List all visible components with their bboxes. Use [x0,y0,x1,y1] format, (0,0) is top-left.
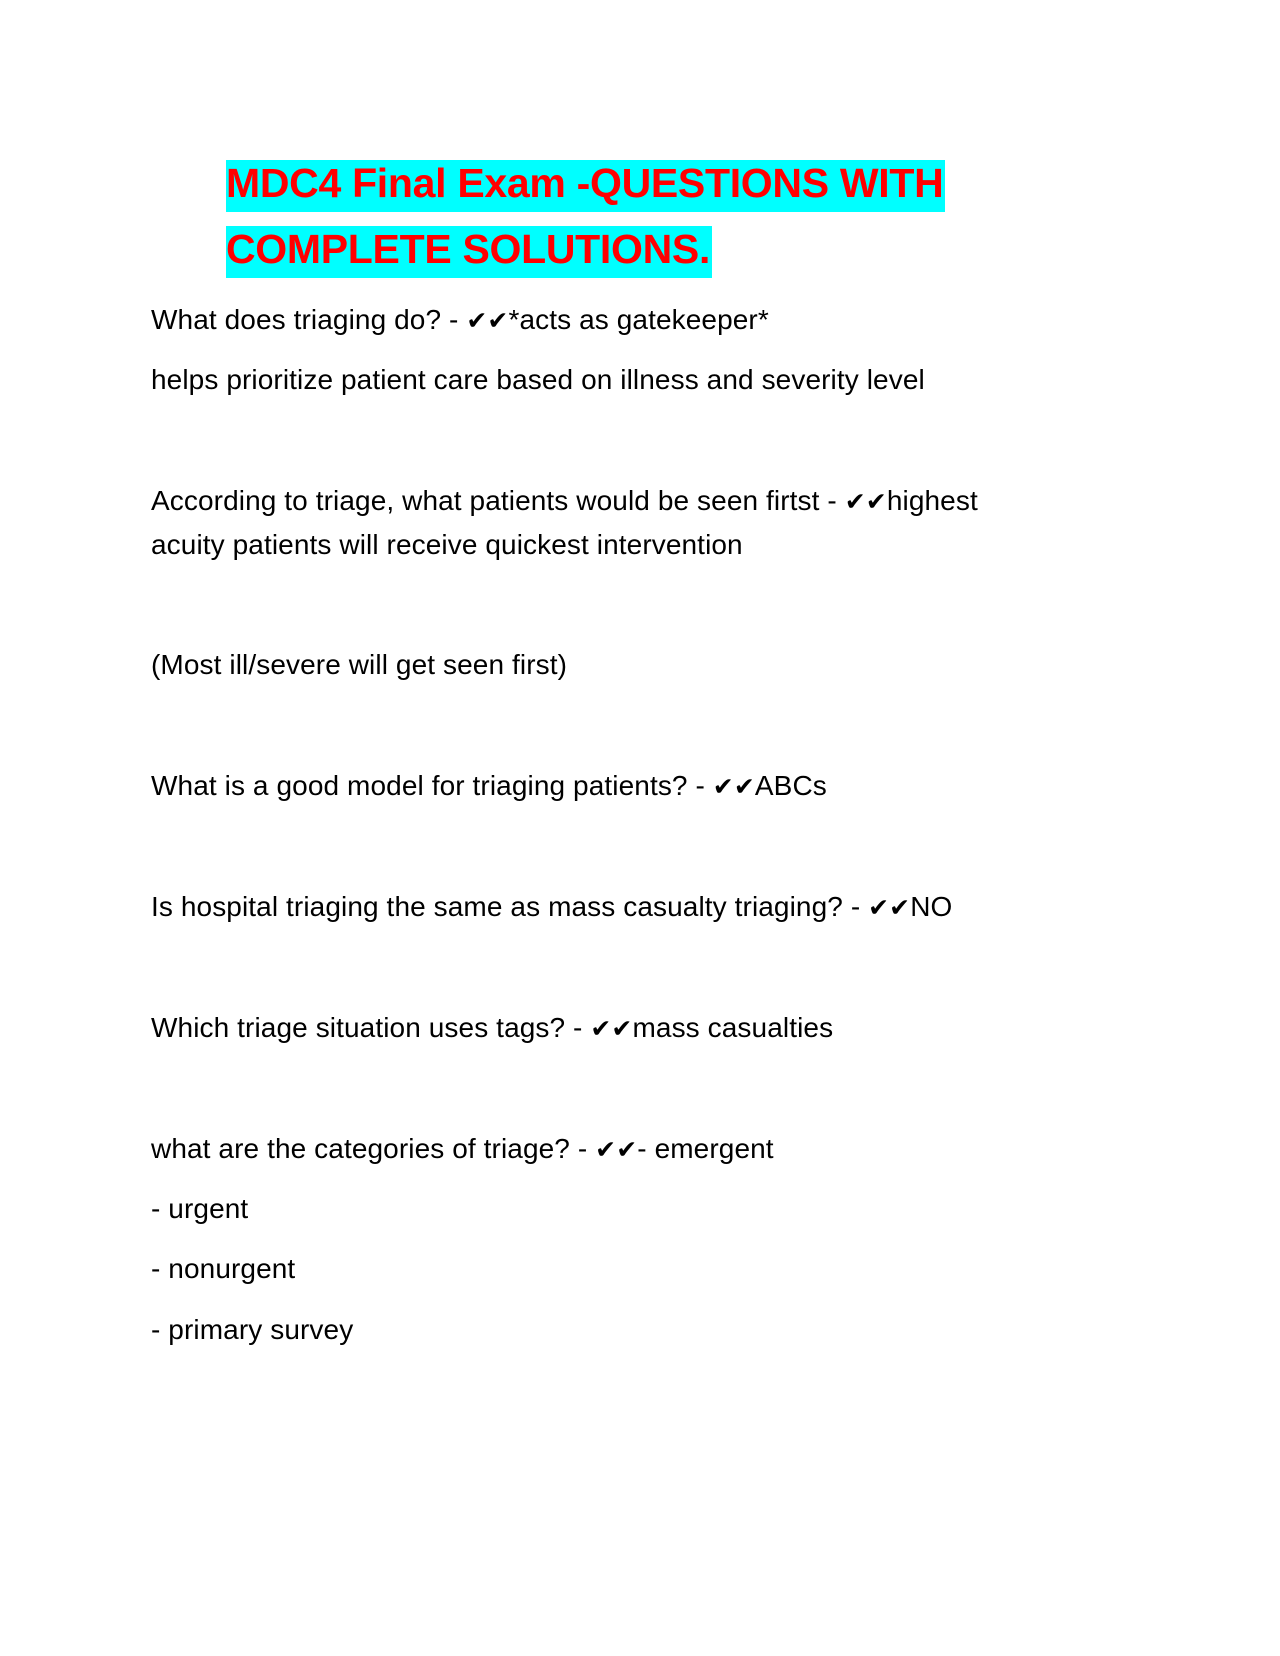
check-mark-icon: ✔✔ [712,772,755,801]
check-mark-icon: ✔✔ [466,306,509,335]
q4-answer: NO [910,891,953,922]
q6-list-item: - primary survey [151,1314,354,1345]
q6-line [151,1127,1091,1172]
q2-answer-line-2: acuity patients will receive quickest intervention [151,529,743,560]
q3-line [151,764,1091,809]
q1-answer: *acts as gatekeeper* [508,304,769,335]
q6-list-item: - urgent [151,1193,249,1224]
q4-line [151,885,1091,930]
q1-line [151,298,1091,343]
q1-question: What does triaging do? - [151,304,467,335]
q5-question: Which triage situation uses tags? - [151,1012,591,1043]
q6-answer: - emergent [637,1133,774,1164]
check-mark-icon: ✔✔ [595,1135,638,1164]
q3-question: What is a good model for triaging patients? - [151,770,713,801]
q6-list-item: - nonurgent [151,1253,296,1284]
check-mark-icon: ✔✔ [590,1014,633,1043]
q2-question: According to triage, what patients would be seen firtst - [151,485,845,516]
q5-answer: mass casualties [632,1012,834,1043]
q4-question: Is hospital triaging the same as mass casualty triaging? - [151,891,869,922]
q2-line [151,479,1091,524]
title-line-1: MDC4 Final Exam -QUESTIONS WITH [226,150,1046,216]
q3-answer: ABCs [754,770,827,801]
document-title [226,150,1046,282]
q5-line [151,1006,1091,1051]
q6-question: what are the categories of triage? - [151,1133,596,1164]
q2-answer: highest [886,485,978,516]
title-line-2: COMPLETE SOLUTIONS. [226,216,1046,282]
check-mark-icon: ✔✔ [844,487,887,516]
check-mark-icon: ✔✔ [868,893,911,922]
q1-answer-line-2: helps prioritize patient care based on illness and severity level [151,364,925,395]
q2-note: (Most ill/severe will get seen first) [151,649,568,680]
